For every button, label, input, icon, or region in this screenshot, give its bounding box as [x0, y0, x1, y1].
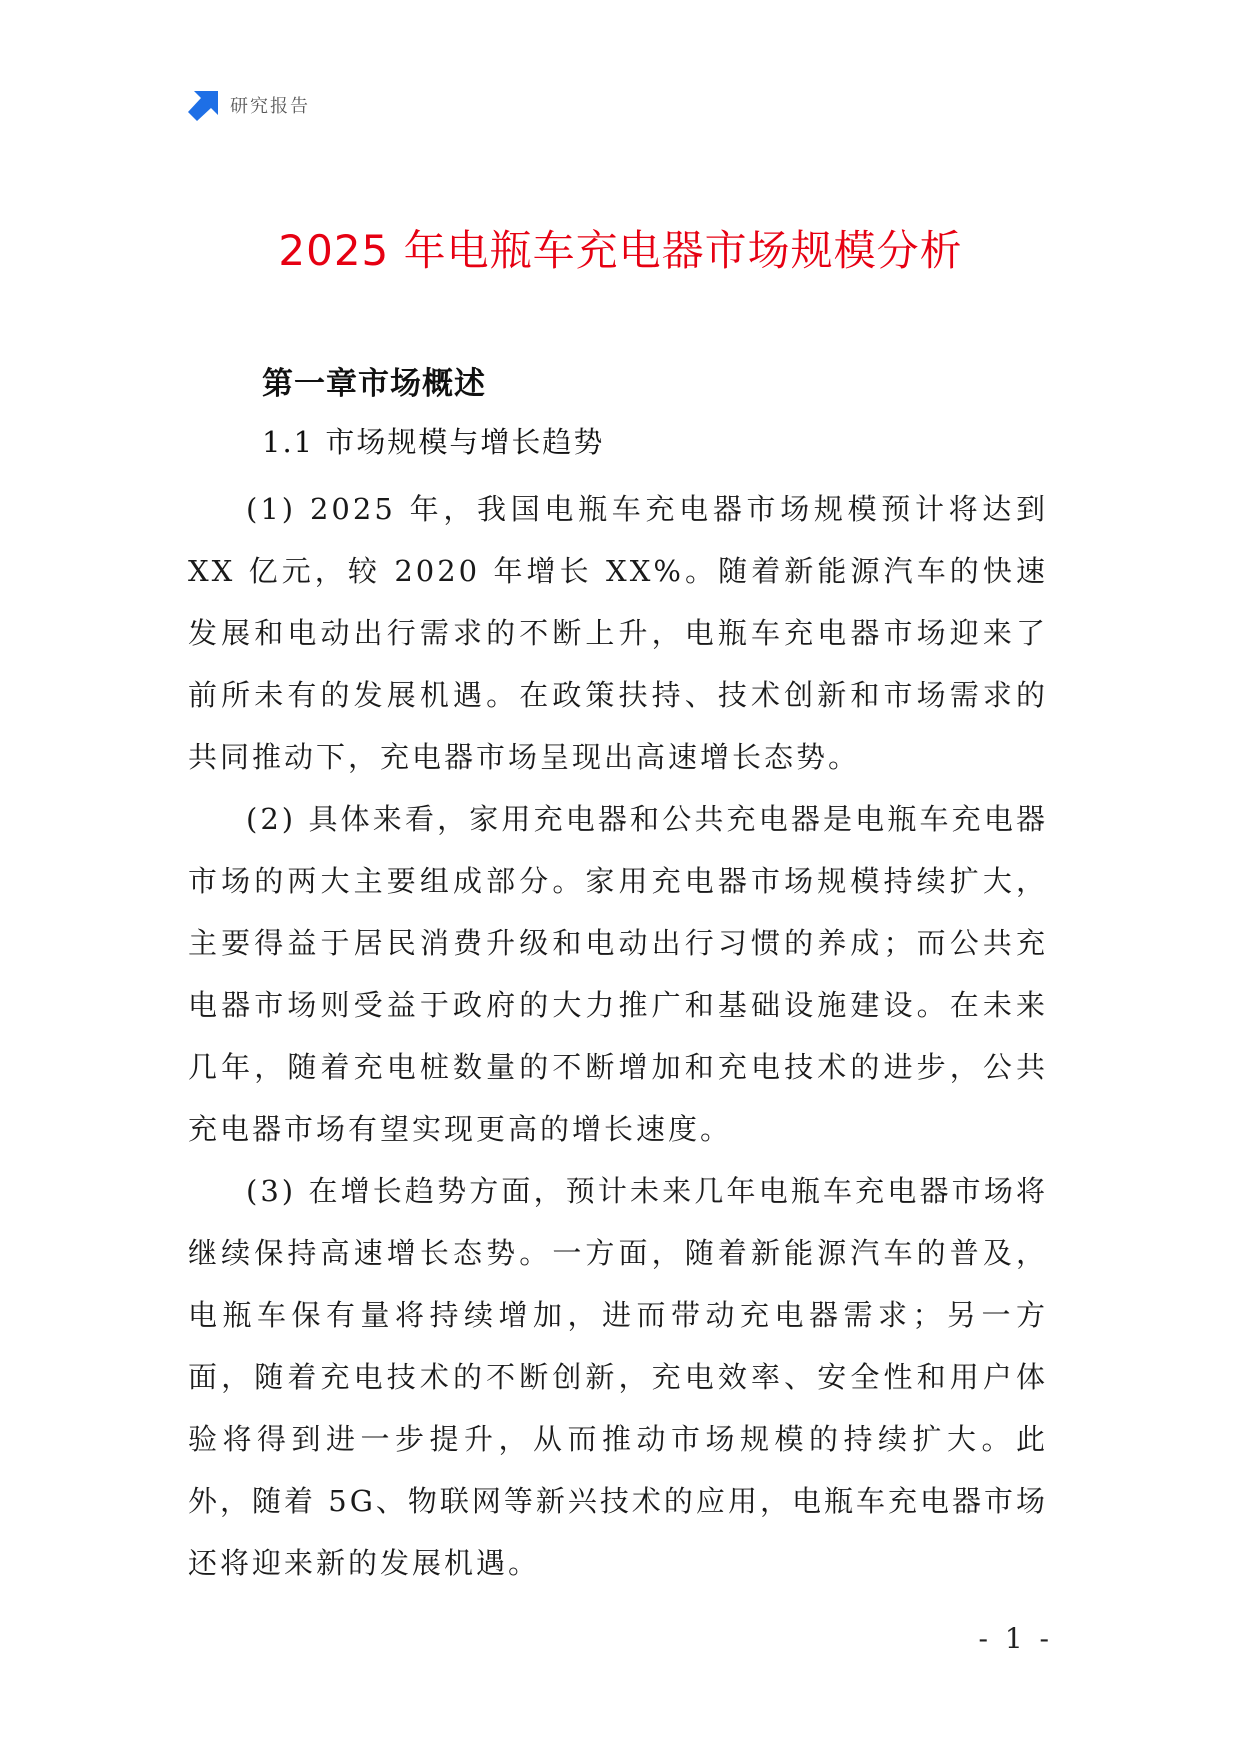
paragraph-2: (2) 具体来看，家用充电器和公共充电器是电瓶车充电器市场的两大主要组成部分。家用充电器市场规模持续扩大，主要得益于居民消费升级和电动出行习惯的养成；而公共充电器市场则受益于政府的大力推广和基础设施建设。在未来几年，随着充电桩数量的不断增加和充电技术的进步，公共充电器市场有望实现更高的增长速度。 [188, 802, 1048, 1146]
report-header [188, 88, 310, 122]
section-heading: 1.1 市场规模与增长趋势 [262, 425, 605, 459]
header-label: 研究报告 [230, 96, 310, 117]
arrow-up-right-icon [188, 89, 220, 121]
paragraph-1: (1) 2025 年，我国电瓶车充电器市场规模预计将达到 XX 亿元，较 2020 年增长 XX%。随着新能源汽车的快速发展和电动出行需求的不断上升，电瓶车充电器市场迎来了前所未有的发展机遇。在政策扶持、技术创新和市场需求的共同推动下，充电器市场呈现出高速增长态势。 [188, 492, 1048, 774]
document-title: 2025 年电瓶车充电器市场规模分析 [278, 226, 963, 275]
chapter-heading: 第一章市场概述 [262, 366, 486, 402]
paragraph-3: (3) 在增长趋势方面，预计未来几年电瓶车充电器市场将继续保持高速增长态势。一方面，随着新能源汽车的普及，电瓶车保有量将持续增加，进而带动充电器需求；另一方面，随着充电技术的不断创新，充电效率、安全性和用户体验将得到进一步提升，从而推动市场规模的持续扩大。此外，随着 5G、物联网等新兴技术的应用，电瓶车充电器市场还将迎来新的发展机遇。 [188, 1174, 1048, 1580]
page-number: - 1 - [978, 1622, 1053, 1655]
body-text [188, 478, 1048, 1594]
